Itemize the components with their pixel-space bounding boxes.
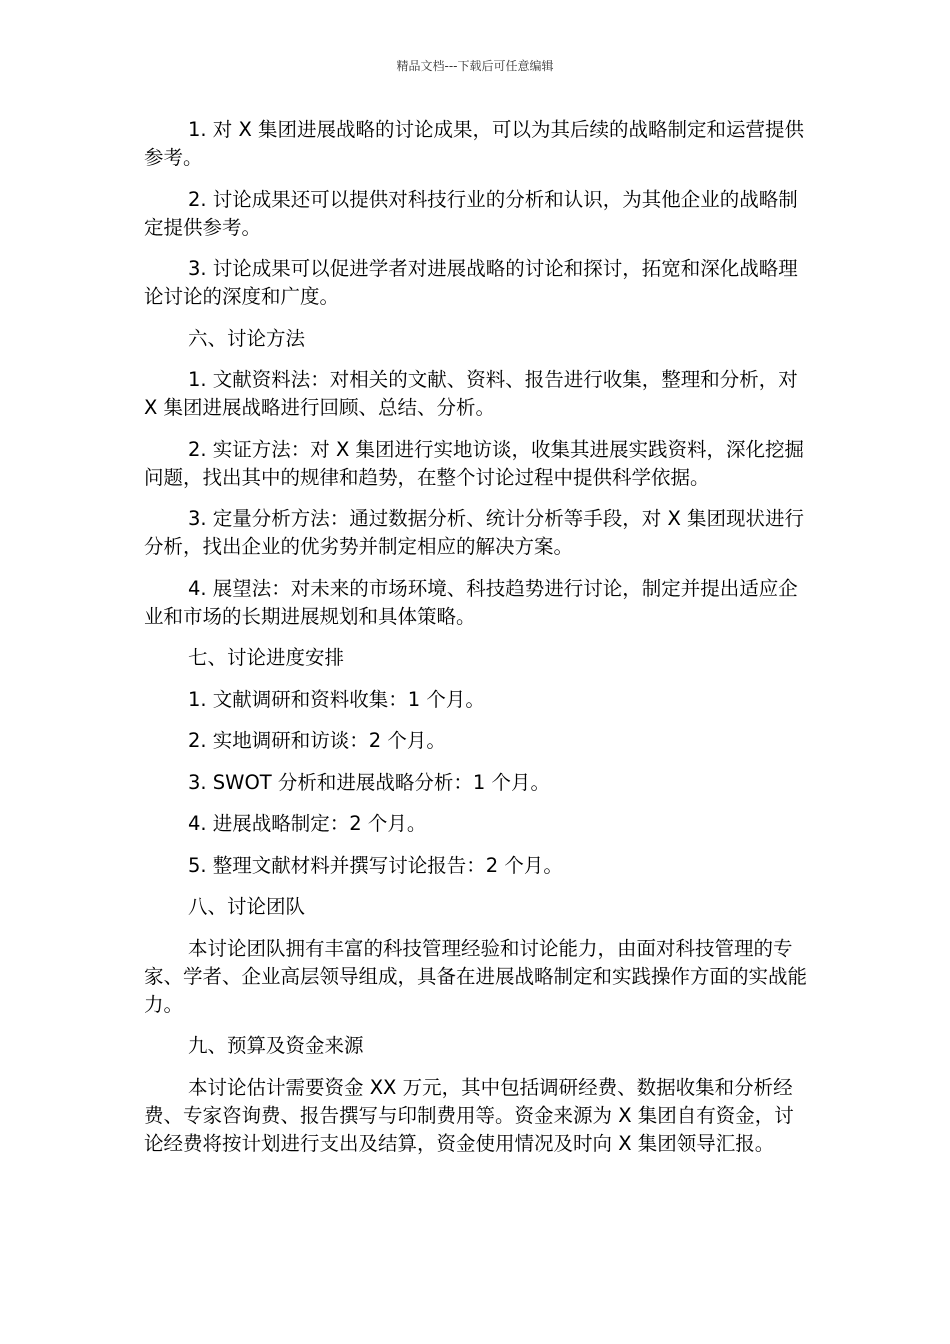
paragraph-schedule-5: 5. 整理文献材料并撰写讨论报告：2 个月。 [188,853,563,877]
paragraph-outcome-2: 2. 讨论成果还可以提供对科技行业的分析和认识，为其他企业的战略制定提供参考。 [144,187,798,239]
paragraph-schedule-3: 3. SWOT 分析和进展战略分析：1 个月。 [188,770,551,794]
paragraph-method-1: 1. 文献资料法：对相关的文献、资料、报告进行收集，整理和分析，对 X 集团进展战略进行回顾、总结、分析。 [144,368,798,419]
paragraph-budget: 本讨论估计需要资金 XX 万元，其中包括调研经费、数据收集和分析经费、专家咨询费、报告撰写与印制费用等。资金来源为 X 集团自有资金，讨论经费将按计划进行支出及结算，资金使用情况及时向 X 集团领导汇报。 [144,1075,794,1155]
document-body [144,116,808,1171]
paragraph-team: 本讨论团队拥有丰富的科技管理经验和讨论能力，由面对科技管理的专家、学者、企业高层领导组成，具备在进展战略制定和实践操作方面的实战能力。 [144,936,808,1016]
paragraph-schedule-4: 4. 进展战略制定：2 个月。 [188,812,427,835]
section-heading-schedule: 七、讨论进度安排 [188,646,345,669]
paragraph-method-2: 2. 实证方法：对 X 集团进行实地访谈，收集其进展实践资料，深化挖掘问题，找出其中的规律和趋势，在整个讨论过程中提供科学依据。 [144,437,805,489]
section-heading-budget: 九、预算及资金来源 [188,1034,364,1057]
paragraph-method-4: 4. 展望法：对未来的市场环境、科技趋势进行讨论，制定并提出适应企业和市场的长期进展规划和具体策略。 [144,576,798,628]
page-header: 精品文档---下载后可任意编辑 [396,59,554,73]
section-heading-methods: 六、讨论方法 [188,326,306,350]
section-heading-team: 八、讨论团队 [188,895,306,918]
paragraph-schedule-2: 2. 实地调研和访谈：2 个月。 [188,729,446,752]
paragraph-outcome-3: 3. 讨论成果可以促进学者对进展战略的讨论和探讨，拓宽和深化战略理论讨论的深度和广度。 [144,257,798,308]
paragraph-method-3: 3. 定量分析方法：通过数据分析、统计分析等手段，对 X 集团现状进行分析，找出企业的优劣势并制定相应的解决方案。 [144,507,805,558]
paragraph-schedule-1: 1. 文献调研和资料收集：1 个月。 [188,687,485,711]
paragraph-outcome-1: 1. 对 X 集团进展战略的讨论成果，可以为其后续的战略制定和运营提供参考。 [144,118,805,169]
